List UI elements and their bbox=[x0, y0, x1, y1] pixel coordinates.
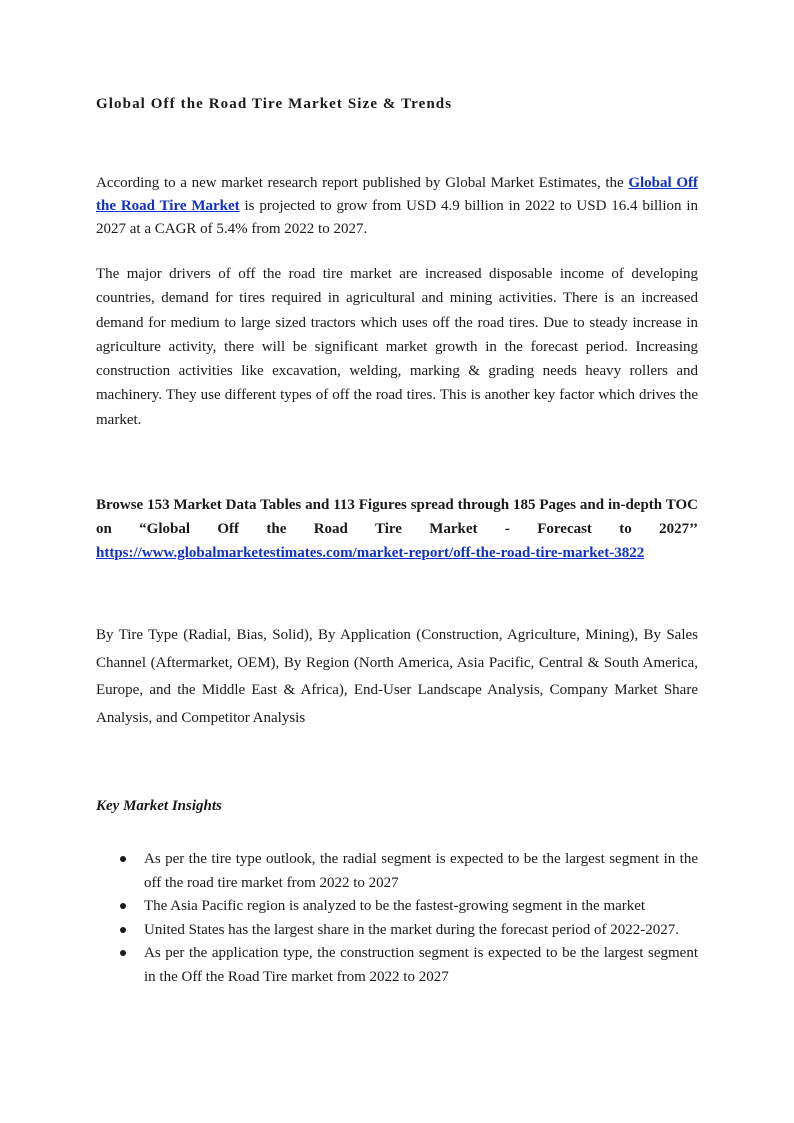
report-url-link[interactable]: https://www.globalmarketestimates.com/market-report/off-the-road-tire-market-3822 bbox=[96, 545, 645, 561]
drivers-paragraph: The major drivers of off the road tire market are increased disposable income of developing countries, demand for tires required in agricultural and mining activities. There is an increased demand for medium to large sized tractors which uses off the road tires. Due to steady increase in agriculture activity, there will be significant market growth in the forecast period. Increasing construction activities like excavation, welding, marking & grading needs heavy rollers and machinery. They use different types of off the road tires. This is another key factor which drives the market. bbox=[96, 266, 698, 428]
intro-text-after-link: is projected to grow from USD 4.9 billion in 2022 to USD 16.4 billion in 2027 at a CAGR of 5.4% from 2022 to 2027. bbox=[96, 198, 699, 237]
list-item-text: As per the application type, the construction segment is expected to be the largest segment in the Off the Road Tire market from 2022 to 2027 bbox=[144, 945, 698, 985]
list-item-text: The Asia Pacific region is analyzed to be the fastest-growing segment in the market bbox=[144, 898, 646, 914]
list-item bbox=[116, 942, 698, 989]
bullet-icon bbox=[120, 903, 126, 909]
list-item bbox=[116, 848, 698, 895]
list-item-text: United States has the largest share in the market during the forecast period of 2022-2027. bbox=[144, 921, 679, 938]
key-insights-list bbox=[116, 848, 698, 989]
browse-text: Browse 153 Market Data Tables and 113 Figures spread through 185 Pages and in-depth TOC on “Global Off the Road Tire Market - Forecast to 2027’’ bbox=[96, 497, 698, 537]
bullet-icon bbox=[120, 927, 126, 933]
intro-paragraph bbox=[96, 172, 698, 241]
list-item bbox=[116, 919, 698, 943]
bullet-icon bbox=[120, 856, 126, 862]
list-item bbox=[116, 895, 698, 919]
intro-text-before-link: According to a new market research report published by Global Market Estimates, the bbox=[96, 175, 629, 191]
bullet-icon bbox=[120, 950, 126, 956]
list-item-text: As per the tire type outlook, the radial segment is expected to be the largest segment in the off the road tire market from 2022 to 2027 bbox=[144, 851, 698, 891]
segments-paragraph: By Tire Type (Radial, Bias, Solid), By Application (Construction, Agriculture, Mining), By Sales Channel (Aftermarket, OEM), By Region (North America, Asia Pacific, Central & South America, Europe, and the Middle East & Africa), End-User Landscape Analysis, Company Market Share Analysis, and Competitor Analysis bbox=[96, 627, 698, 726]
key-insights-heading: Key Market Insights bbox=[96, 798, 222, 814]
browse-paragraph bbox=[96, 493, 698, 565]
page-title: Global Off the Road Tire Market Size & Trends bbox=[96, 96, 453, 112]
market-report-link[interactable]: Global Off the Road Tire Market bbox=[96, 175, 698, 214]
